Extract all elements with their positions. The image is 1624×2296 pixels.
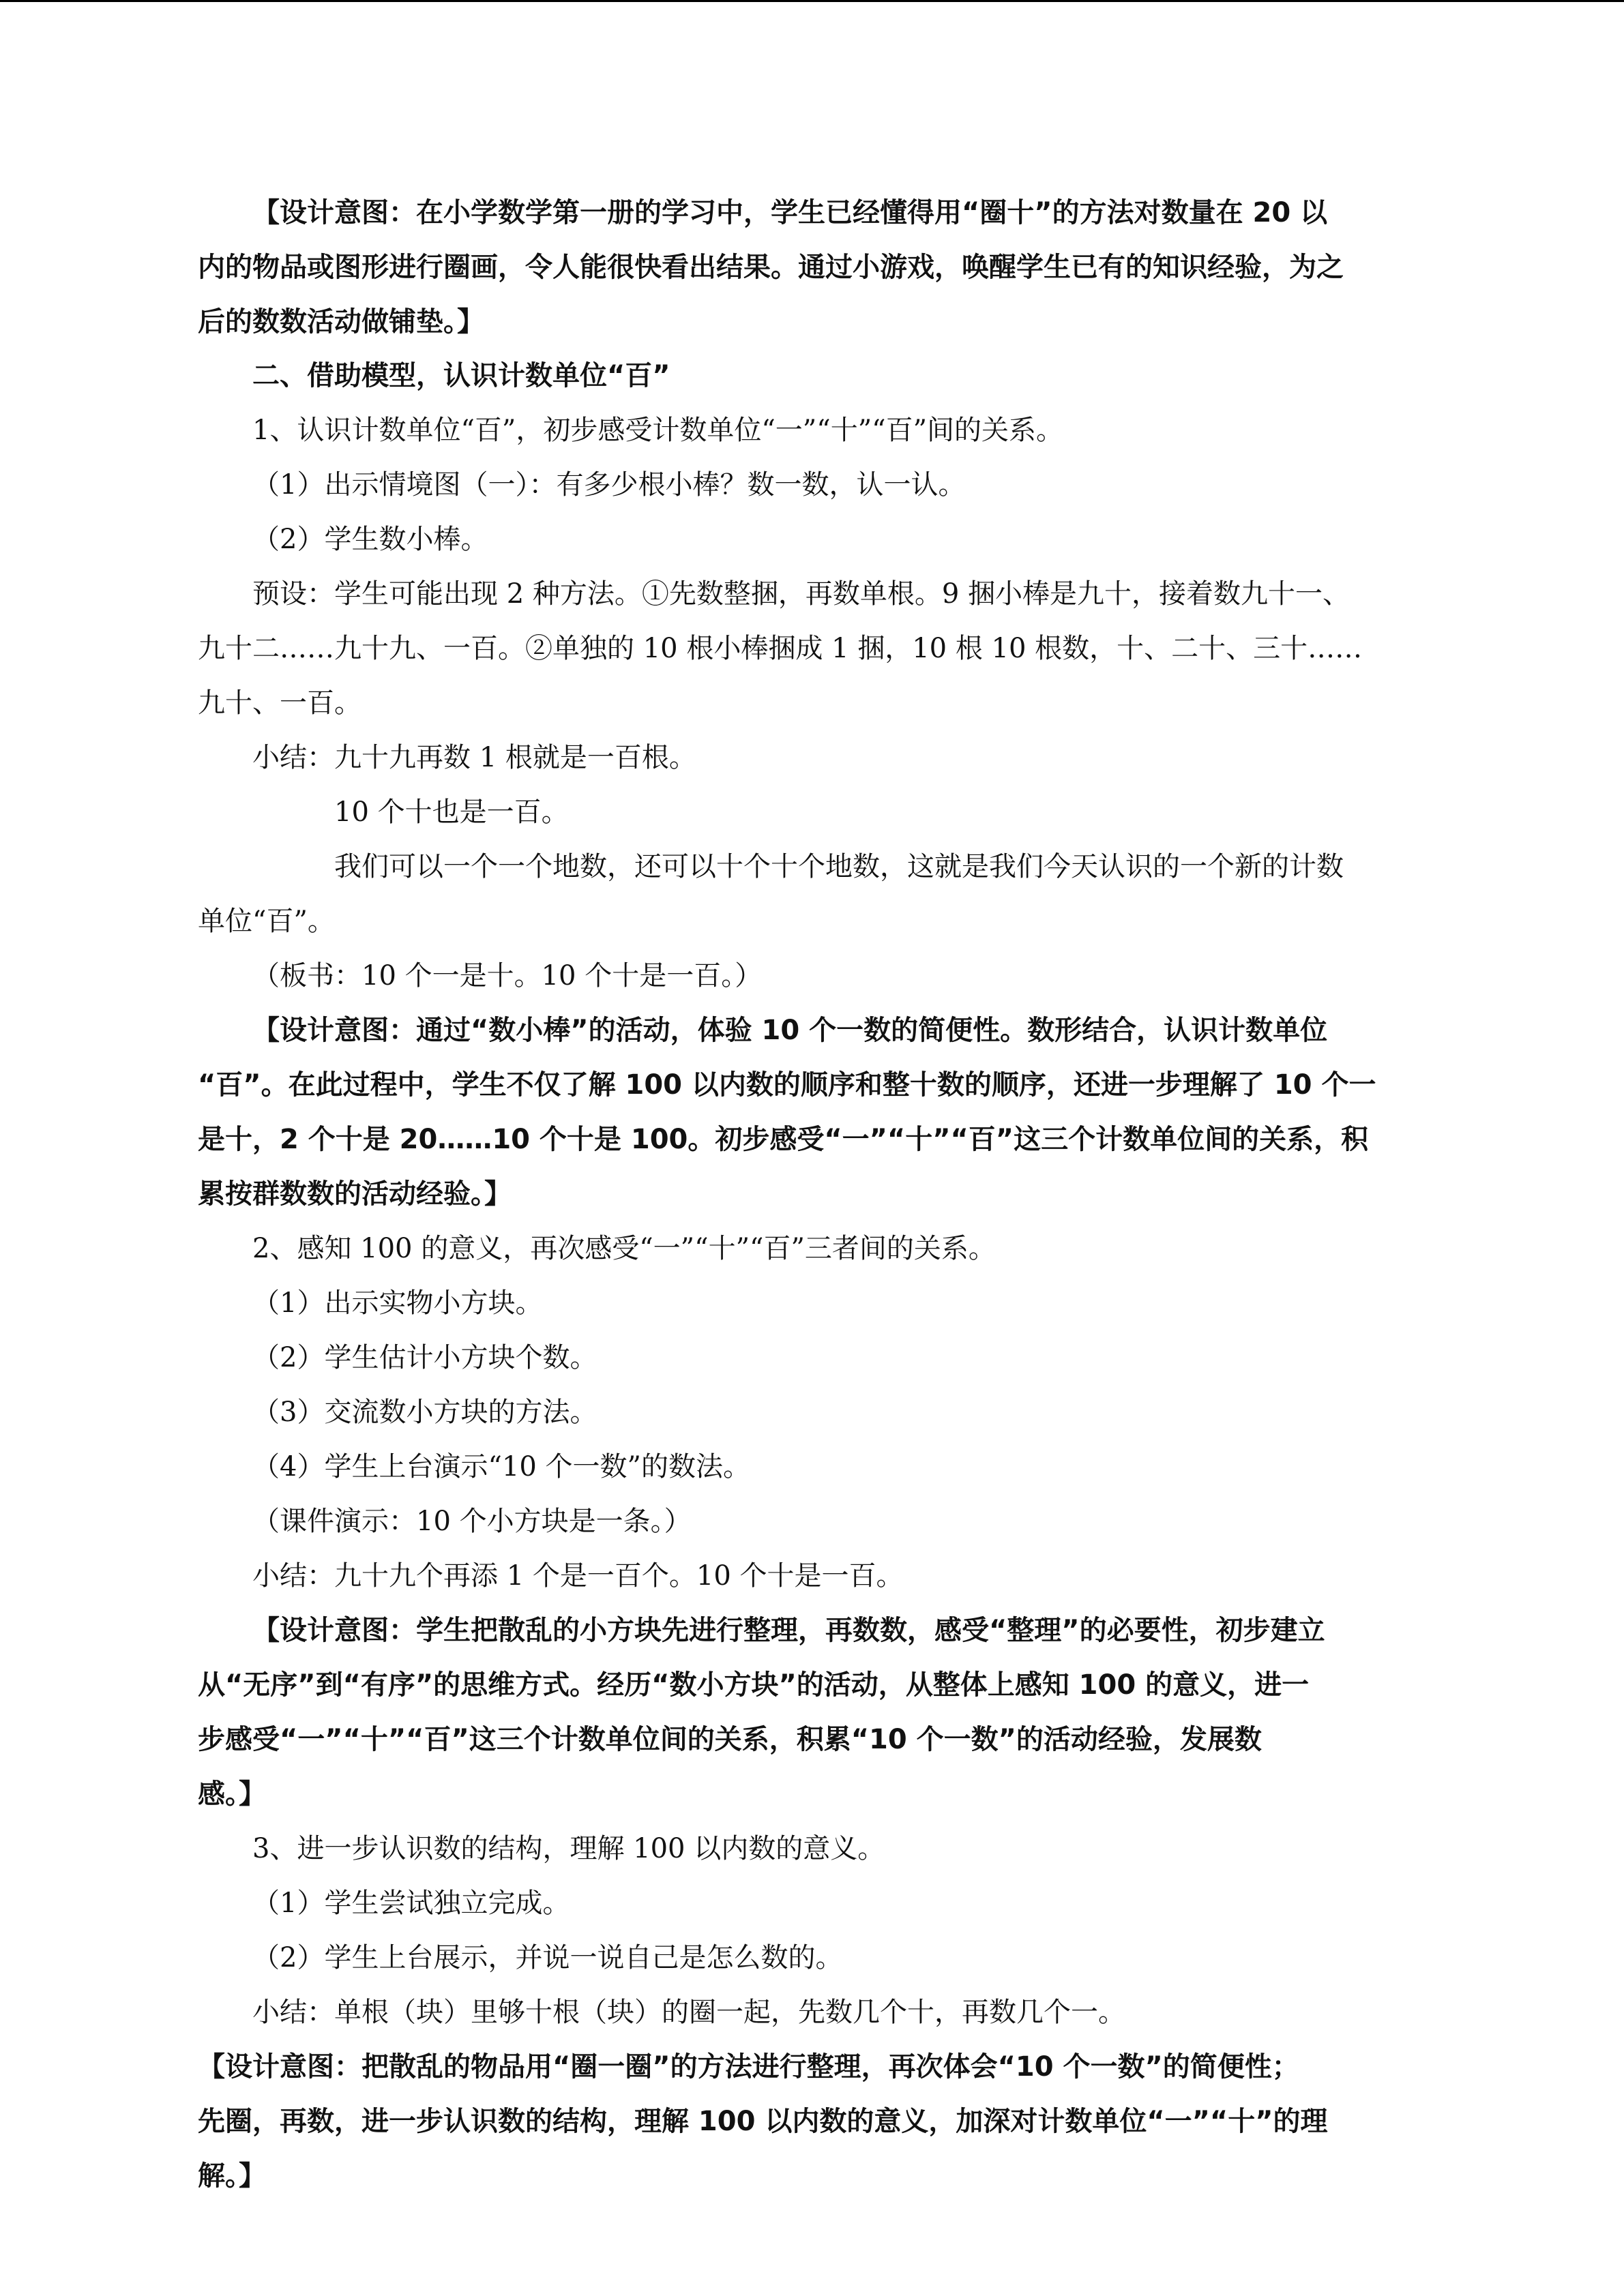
summary-1-line-2: 10 个十也是一百。 <box>334 796 569 828</box>
design-intent-4-line-1: 【设计意图：把散乱的物品用“圈一圈”的方法进行整理，再次体会“10 个一数”的简便性； <box>198 2051 1299 2083</box>
step-1-item-1: （1）出示情境图（一）：有多少根小棒？数一数，认一认。 <box>252 469 966 501</box>
design-intent-3-line-1: 【设计意图：学生把散乱的小方块先进行整理，再数数，感受“整理”的必要性，初步建立 <box>252 1615 1325 1646</box>
step-2-item-2: （2）学生估计小方块个数。 <box>252 1342 597 1373</box>
step-2-heading: 2、感知 100 的意义，再次感受“一”“十”“百”三者间的关系。 <box>252 1233 996 1264</box>
step-3-heading: 3、进一步认识数的结构，理解 100 以内数的意义。 <box>252 1833 885 1864</box>
courseware-demo: （课件演示：10 个小方块是一条。） <box>252 1506 692 1537</box>
design-intent-2-line-1: 【设计意图：通过“数小棒”的活动，体验 10 个一数的简便性。数形结合，认识计数单位 <box>252 1015 1328 1046</box>
design-intent-2-line-4: 累按群数数的活动经验。】 <box>198 1178 512 1210</box>
summary-3: 小结：单根（块）里够十根（块）的圈一起，先数几个十，再数几个一。 <box>252 1997 1125 2028</box>
preset-line-2: 九十二……九十九、一百。②单独的 10 根小棒捆成 1 捆，10 根 10 根数，十、二十、三十…… <box>198 633 1363 664</box>
design-intent-2-line-2: “百”。在此过程中，学生不仅了解 100 以内数的顺序和整十数的顺序，还进一步理解了 10 个一 <box>198 1069 1376 1101</box>
summary-1-line-1: 小结：九十九再数 1 根就是一百根。 <box>252 742 696 773</box>
step-2-item-3: （3）交流数小方块的方法。 <box>252 1397 597 1428</box>
step-1-heading: 1、认识计数单位“百”，初步感受计数单位“一”“十”“百”间的关系。 <box>252 415 1064 446</box>
summary-1-line-4: 单位“百”。 <box>198 906 335 937</box>
step-3-item-1: （1）学生尝试独立完成。 <box>252 1888 570 1919</box>
design-intent-4-line-2: 先圈，再数，进一步认识数的结构，理解 100 以内数的意义，加深对计数单位“一”“十”的理 <box>198 2106 1328 2137</box>
design-intent-1-line-2: 内的物品或图形进行圈画，令人能很快看出结果。通过小游戏，唤醒学生已有的知识经验，为之 <box>198 252 1344 283</box>
design-intent-3-line-2: 从“无序”到“有序”的思维方式。经历“数小方块”的活动，从整体上感知 100 的意义，进一 <box>198 1669 1310 1701</box>
preset-line-1: 预设：学生可能出现 2 种方法。①先数整捆，再数单根。9 捆小棒是九十，接着数九十一、 <box>252 578 1350 610</box>
design-intent-3-line-4: 感。】 <box>198 1778 266 1810</box>
design-intent-3-line-3: 步感受“一”“十”“百”这三个计数单位间的关系，积累“10 个一数”的活动经验，发展数 <box>198 1724 1262 1755</box>
design-intent-4-line-3: 解。】 <box>198 2160 266 2192</box>
summary-2: 小结：九十九个再添 1 个是一百个。10 个十是一百。 <box>252 1560 904 1592</box>
section-heading-two: 二、借助模型，认识计数单位“百” <box>252 360 670 391</box>
step-2-item-1: （1）出示实物小方块。 <box>252 1287 543 1319</box>
preset-line-3: 九十、一百。 <box>198 687 361 719</box>
summary-1-line-3: 我们可以一个一个地数，还可以十个十个地数，这就是我们今天认识的一个新的计数 <box>334 851 1344 882</box>
board-writing-1: （板书：10 个一是十。10 个十是一百。） <box>252 960 763 992</box>
design-intent-1-line-1: 【设计意图：在小学数学第一册的学习中，学生已经懂得用“圈十”的方法对数量在 20 以 <box>252 197 1328 228</box>
step-2-item-4: （4）学生上台演示“10 个一数”的数法。 <box>252 1451 750 1482</box>
design-intent-2-line-3: 是十，2 个十是 20……10 个十是 100。初步感受“一”“十”“百”这三个计数单位间的关系，积 <box>198 1124 1369 1155</box>
design-intent-1-line-3: 后的数数活动做铺垫。】 <box>198 306 484 338</box>
step-1-item-2: （2）学生数小棒。 <box>252 524 488 555</box>
step-3-item-2: （2）学生上台展示，并说一说自己是怎么数的。 <box>252 1942 843 1973</box>
